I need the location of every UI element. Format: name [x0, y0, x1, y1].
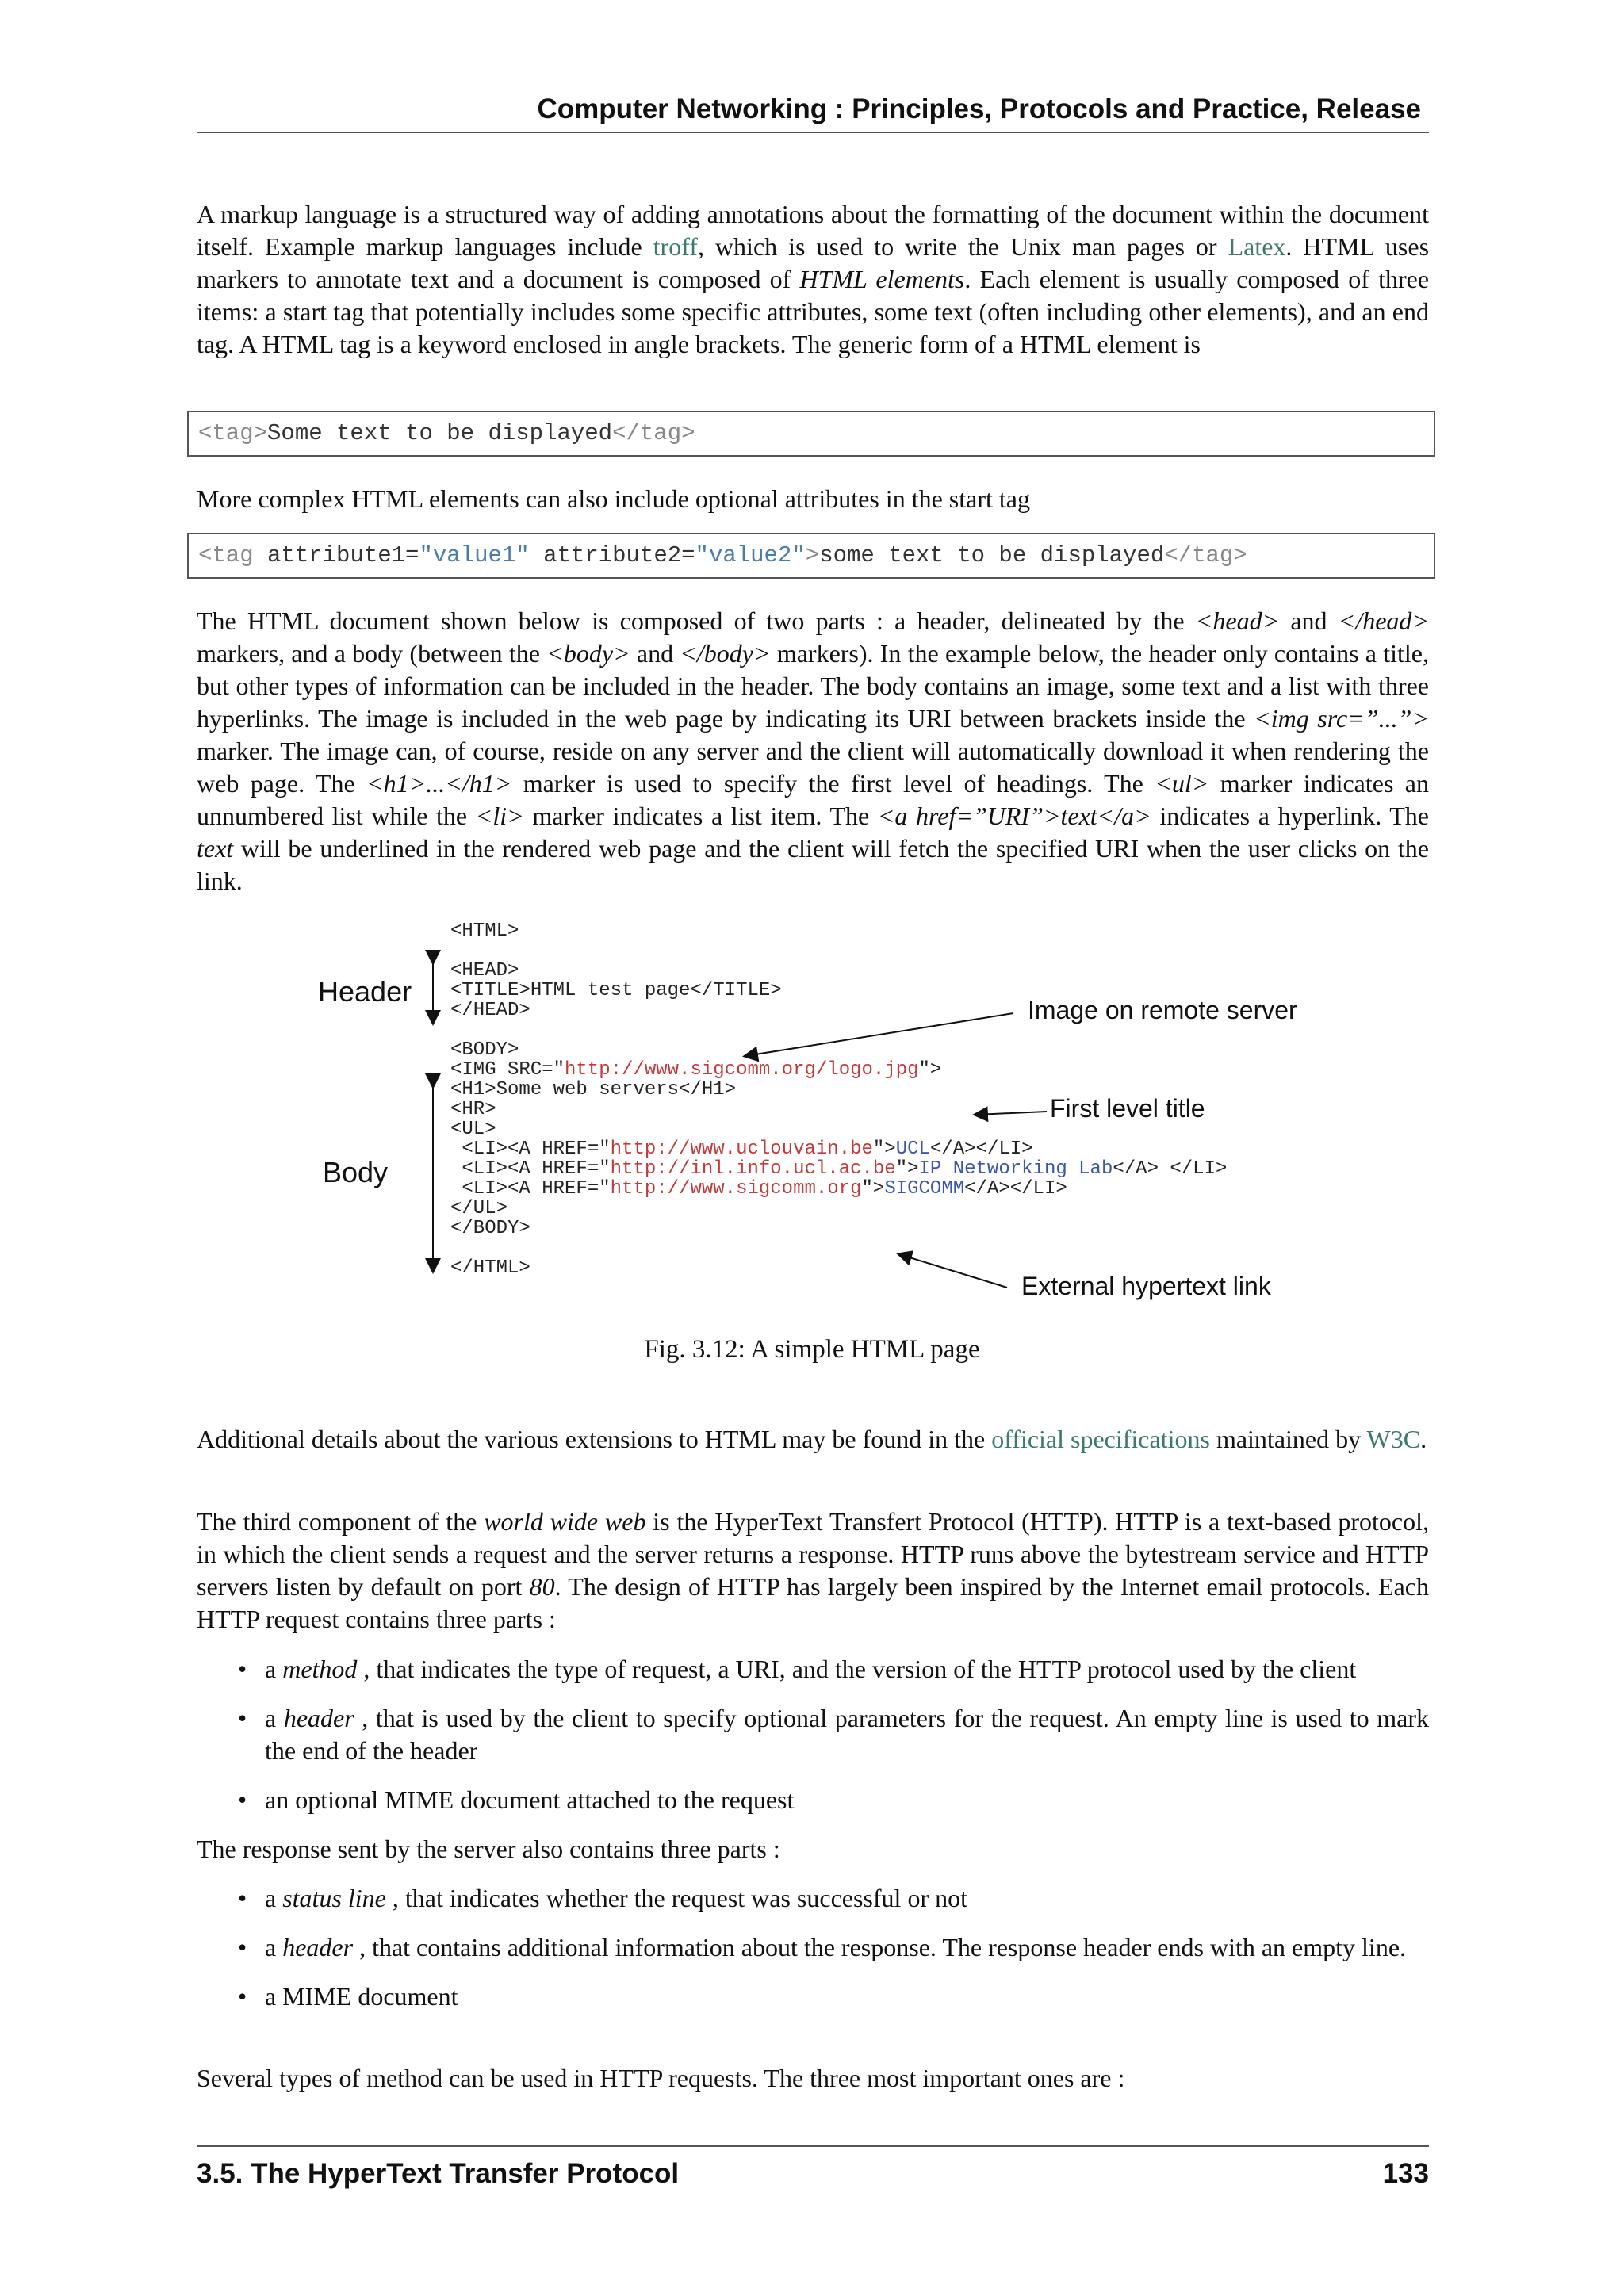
- running-header: [197, 89, 1429, 133]
- code-attr: attribute1=: [253, 542, 419, 568]
- code-line: [450, 1060, 941, 1080]
- text: a MIME document: [265, 1982, 458, 2011]
- code-text: Some text to be displayed: [267, 420, 613, 446]
- emphasis: HTML elements: [799, 265, 965, 293]
- code-line: </UL>: [450, 1198, 508, 1219]
- code-block-generic-element: [187, 411, 1435, 457]
- paragraph-extensions: [197, 1423, 1429, 1456]
- code-line: </HTML>: [450, 1257, 530, 1279]
- response-parts-list: [238, 1882, 1429, 2013]
- text: is the HyperText Transfert Protocol (HTTP). HTTP is a text-based protocol, in which the client sends a request and the server returns a response. HTTP runs above the bytestream service and HTTP servers listen by default on port: [197, 1507, 1430, 1601]
- code-seg: <IMG SRC=": [450, 1059, 565, 1081]
- request-parts-list: [238, 1653, 1429, 1816]
- code-seg: ">: [895, 1158, 919, 1180]
- code-line: [450, 1139, 1033, 1159]
- figure-caption: Fig. 3.12: A simple HTML page: [644, 1335, 980, 1364]
- emphasis: world wide web: [484, 1507, 646, 1536]
- text: . HTML uses markers to annotate text and a document is composed of: [197, 232, 1430, 293]
- running-header-title: Computer Networking : Principles, Protocols and Practice, Release: [537, 94, 1421, 124]
- code-line: </BODY>: [450, 1218, 530, 1239]
- code-line: <TITLE>HTML test page</TITLE>: [450, 980, 782, 1001]
- list-item: [238, 1784, 1429, 1816]
- code-url: http://inl.info.ucl.ac.be: [610, 1158, 896, 1180]
- code-seg: ">: [872, 1138, 896, 1160]
- code-tag: </tag>: [1164, 542, 1247, 568]
- link-latex[interactable]: Latex: [1228, 232, 1286, 261]
- text: , that indicates whether the request was successful or not: [385, 1884, 967, 1912]
- code-linktext: SIGCOMM: [884, 1178, 965, 1200]
- link-w3c[interactable]: W3C: [1366, 1425, 1421, 1453]
- page-number: 133: [1382, 2158, 1429, 2189]
- code-url: http://www.sigcomm.org/logo.jpg: [565, 1059, 919, 1081]
- code-value: "value1": [419, 542, 530, 568]
- code-tag: </tag>: [612, 420, 695, 446]
- marker: </body>: [680, 639, 771, 668]
- paragraph-html-document: [197, 605, 1429, 897]
- code-line: <H1>Some web servers</H1>: [450, 1079, 737, 1100]
- marker: <head>: [1195, 607, 1280, 635]
- text: a: [265, 1933, 283, 1961]
- code-seg: <LI><A HREF=": [450, 1138, 611, 1160]
- text: marker indicates a list item. The: [523, 802, 878, 830]
- text: maintained by: [1209, 1425, 1367, 1453]
- code-linktext: UCL: [895, 1138, 930, 1160]
- label-body: Body: [323, 1156, 389, 1188]
- marker: <ul>: [1155, 769, 1209, 798]
- text: and: [1279, 607, 1339, 635]
- code-seg: </A></LI>: [964, 1178, 1067, 1200]
- text: . The design of HTTP has largely been inspired by the Internet email protocols. Each HTTP request contains three parts :: [197, 1572, 1430, 1633]
- paragraph-response: The response sent by the server also contains three parts :: [197, 1835, 780, 1863]
- code-url: http://www.sigcomm.org: [610, 1178, 862, 1200]
- annotation-image: Image on remote server: [1028, 996, 1297, 1024]
- text: A markup language is a structured way of adding annotations about the formatting of the document within the document itself. Example markup languages include: [197, 200, 1429, 261]
- code-url: http://www.uclouvain.be: [610, 1138, 873, 1160]
- paragraph-methods: Several types of method can be used in HTTP requests. The three most important ones are :: [197, 2064, 1125, 2092]
- code-line: </HEAD>: [450, 1000, 530, 1021]
- code-block-attributes: [187, 533, 1435, 579]
- label-header: Header: [318, 975, 412, 1008]
- code-seg: <LI><A HREF=": [450, 1158, 611, 1180]
- annotation-title: First level title: [1050, 1094, 1205, 1123]
- code-linktext: IP Networking Lab: [918, 1158, 1113, 1180]
- list-item: [238, 1931, 1429, 1964]
- text: and: [630, 639, 680, 668]
- marker: <img src=”...”>: [1254, 704, 1430, 733]
- list-item: [238, 1653, 1429, 1686]
- text: , that indicates the type of request, a URI, and the version of the HTTP protocol used by the client: [357, 1655, 1357, 1683]
- emphasis: method: [282, 1655, 358, 1683]
- text: markers, and a body (between the: [197, 639, 547, 668]
- paragraph-attributes: More complex HTML elements can also include optional attributes in the start tag: [197, 484, 1030, 513]
- text: will be underlined in the rendered web page and the client will fetch the specified URI when the user clicks on the link.: [197, 834, 1429, 895]
- code-tag: <tag: [198, 542, 254, 568]
- text: markers). In the example below, the header only contains a title, but other types of information can be included in the header. The body contains an image, some text and a list with three hyperlinks. The image is included in the web page by indicating its URI between brackets inside the: [197, 639, 1429, 733]
- code-line: <HR>: [450, 1099, 496, 1120]
- code-tag: <tag>: [198, 420, 268, 446]
- annotation-link: External hypertext link: [1021, 1272, 1271, 1300]
- text: .: [1420, 1425, 1427, 1453]
- text: Additional details about the various extensions to HTML may be found in the: [197, 1425, 992, 1453]
- text: marker is used to specify the first level of headings. The: [511, 769, 1155, 798]
- paragraph-http: [197, 1506, 1429, 1636]
- text: , that is used by the client to specify optional parameters for the request. An empty line is used to mark the end of the header: [265, 1704, 1430, 1765]
- code-text: some text to be displayed: [819, 542, 1165, 568]
- emphasis: header: [283, 1704, 354, 1732]
- code-seg: <LI><A HREF=": [450, 1178, 611, 1200]
- list-item: [238, 1882, 1429, 1915]
- paragraph-markup-intro: [197, 198, 1429, 361]
- text: marker. The image can, of course, reside on any server and the client will automatically download it when rendering the web page. The: [197, 737, 1429, 798]
- marker: </head>: [1338, 607, 1430, 635]
- link-troff[interactable]: troff: [653, 232, 698, 261]
- footer-section: 3.5. The HyperText Transfer Protocol: [197, 2158, 680, 2189]
- code-seg: </A></LI>: [929, 1138, 1033, 1160]
- list-item: [238, 1980, 1429, 2013]
- code-line: [450, 1159, 1227, 1179]
- text: indicates a hyperlink. The: [1151, 802, 1430, 830]
- emphasis: header: [282, 1933, 354, 1961]
- marker: text: [197, 834, 234, 863]
- marker: <li>: [475, 802, 524, 830]
- text: . Each element is usually composed of three items: a start tag that potentially includes some specific attributes, some text (often including other elements), and an end tag. A HTML tag is a keyword enclosed in angle brackets. The generic form of a HTML element is: [197, 265, 1430, 358]
- marker: <h1>...</h1>: [366, 769, 512, 798]
- code-line: <BODY>: [450, 1039, 519, 1061]
- code-seg: ">: [861, 1178, 885, 1200]
- marker: <a href=”URI”>text</a>: [877, 802, 1151, 830]
- page-footer: [197, 2145, 1429, 2195]
- text: an optional MIME document attached to the request: [265, 1785, 795, 1814]
- text: a: [265, 1655, 283, 1683]
- text: , which is used to write the Unix man pages or: [697, 232, 1228, 261]
- code-seg: </A> </LI>: [1113, 1158, 1228, 1180]
- code-attr: attribute2=: [529, 542, 695, 568]
- text: The third component of the: [197, 1507, 485, 1536]
- code-tag: >: [805, 542, 820, 568]
- code-value: "value2": [695, 542, 806, 568]
- emphasis: status line: [282, 1884, 386, 1912]
- code-seg: ">: [918, 1059, 942, 1081]
- marker: <body>: [546, 639, 630, 668]
- emphasis: 80: [529, 1572, 555, 1601]
- link-official-specifications[interactable]: official specifications: [991, 1425, 1210, 1453]
- text: a: [265, 1704, 284, 1732]
- code-line: [450, 1179, 1067, 1199]
- text: a: [265, 1884, 283, 1912]
- figure-simple-html-page: [309, 918, 1324, 1300]
- list-item: [238, 1702, 1429, 1767]
- code-line: <HEAD>: [450, 960, 519, 982]
- text: The HTML document shown below is composed of two parts : a header, delineated by the: [197, 607, 1196, 635]
- text: marker indicates an unnumbered list while the: [197, 769, 1430, 830]
- code-line: <UL>: [450, 1119, 496, 1140]
- code-line: <HTML>: [450, 920, 519, 942]
- text: , that contains additional information about the response. The response header ends with an empty line.: [353, 1933, 1407, 1961]
